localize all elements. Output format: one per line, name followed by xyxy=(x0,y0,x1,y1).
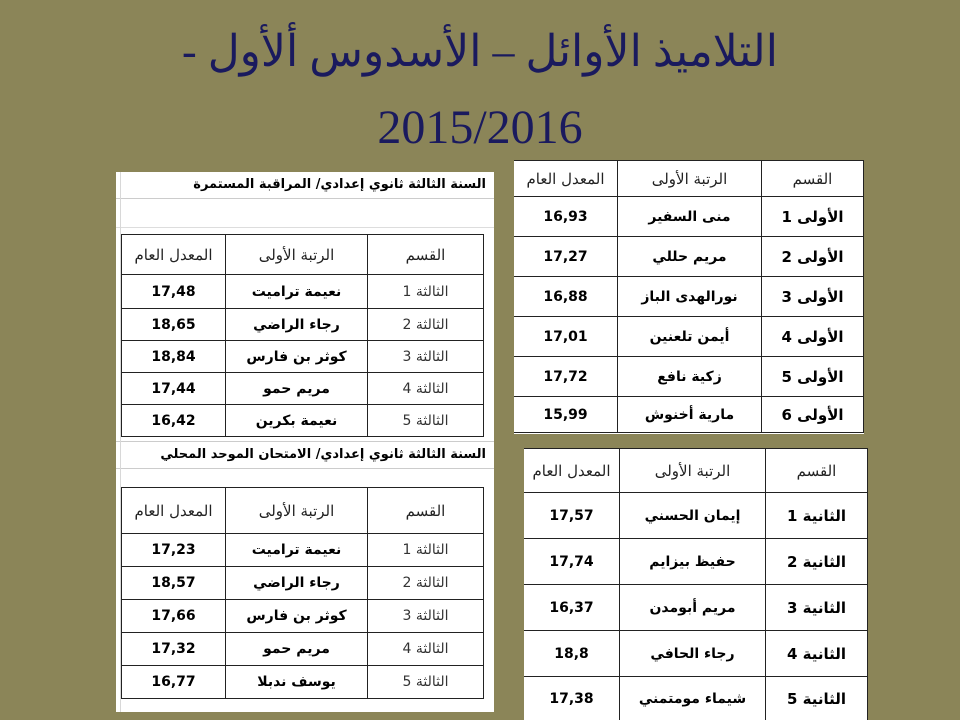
student-name-cell: مريم حمو xyxy=(226,373,368,405)
average-cell: 17,27 xyxy=(514,237,618,277)
section-cell: الثالثة 2 xyxy=(368,309,484,341)
average-cell: 16,77 xyxy=(122,666,226,699)
header-overall-avg: المعدل العام xyxy=(122,488,226,534)
average-cell: 18,57 xyxy=(122,567,226,600)
average-cell: 18,65 xyxy=(122,309,226,341)
average-cell: 17,38 xyxy=(524,677,620,720)
table-row xyxy=(524,539,868,585)
section-cell: الثالثة 1 xyxy=(368,275,484,309)
student-name-cell: نعيمة تراميت xyxy=(226,275,368,309)
student-name-cell: كوثر بن فارس xyxy=(226,600,368,633)
section-cell: الأولى 5 xyxy=(762,357,864,397)
table-header-row xyxy=(514,161,864,197)
table-header-row xyxy=(524,449,868,493)
student-name-cell: كوثر بن فارس xyxy=(226,341,368,373)
average-cell: 16,88 xyxy=(514,277,618,317)
section-cell: الأولى 3 xyxy=(762,277,864,317)
section-cell: الثانية 3 xyxy=(766,585,868,631)
table-row xyxy=(122,600,484,633)
header-overall-avg: المعدل العام xyxy=(524,449,620,493)
first-grade-table xyxy=(514,160,864,433)
table-row xyxy=(122,341,484,373)
table-row xyxy=(122,567,484,600)
average-cell: 17,01 xyxy=(514,317,618,357)
slide-year: 2015/2016 xyxy=(377,101,583,154)
header-section: القسم xyxy=(368,235,484,275)
table-row xyxy=(514,397,864,433)
student-name-cell: مريم حللي xyxy=(618,237,762,277)
section-cell: الثالثة 3 xyxy=(368,600,484,633)
header-top-rank: الرتبة الأولى xyxy=(226,488,368,534)
header-top-rank: الرتبة الأولى xyxy=(618,161,762,197)
section-cell: الثالثة 4 xyxy=(368,373,484,405)
average-cell: 18,84 xyxy=(122,341,226,373)
table-row xyxy=(514,277,864,317)
sheet-gridline xyxy=(120,172,121,712)
table-row xyxy=(524,585,868,631)
section-cell: الثالثة 2 xyxy=(368,567,484,600)
section-cell: الثالثة 4 xyxy=(368,633,484,666)
student-name-cell: شيماء مومتمني xyxy=(620,677,766,720)
student-name-cell: منى السفير xyxy=(618,197,762,237)
second-grade-table xyxy=(524,448,868,720)
third-grade-continuous-table xyxy=(121,234,484,437)
table-row xyxy=(122,633,484,666)
table-row xyxy=(514,237,864,277)
table-row xyxy=(122,275,484,309)
third-grade-local-exam-table xyxy=(121,487,484,699)
average-cell: 18,8 xyxy=(524,631,620,677)
sheet-blank-row xyxy=(116,199,494,228)
average-cell: 17,57 xyxy=(524,493,620,539)
average-cell: 16,42 xyxy=(122,405,226,437)
third-grade-local-exam-caption: السنة الثالثة ثانوي إعدادي/ الامتحان الموحد المحلي xyxy=(116,441,494,469)
student-name-cell: رجاء الحافي xyxy=(620,631,766,677)
student-name-cell: أيمن تلعنين xyxy=(618,317,762,357)
student-name-cell: إيمان الحسني xyxy=(620,493,766,539)
average-cell: 17,32 xyxy=(122,633,226,666)
student-name-cell: نعيمة تراميت xyxy=(226,534,368,567)
third-grade-continuous-caption: السنة الثالثة ثانوي إعدادي/ المراقبة المستمرة xyxy=(116,172,494,199)
header-section: القسم xyxy=(766,449,868,493)
section-cell: الأولى 2 xyxy=(762,237,864,277)
student-name-cell: مارية أخنوش xyxy=(618,397,762,433)
table-header-row xyxy=(122,488,484,534)
header-section: القسم xyxy=(368,488,484,534)
student-name-cell: مريم حمو xyxy=(226,633,368,666)
table-row xyxy=(122,405,484,437)
student-name-cell: رجاء الراضي xyxy=(226,567,368,600)
average-cell: 17,66 xyxy=(122,600,226,633)
header-top-rank: الرتبة الأولى xyxy=(226,235,368,275)
first-grade-sheet xyxy=(514,160,864,434)
table-row xyxy=(524,631,868,677)
section-cell: الأولى 4 xyxy=(762,317,864,357)
third-grade-sheet xyxy=(116,172,494,712)
student-name-cell: يوسف ندبلا xyxy=(226,666,368,699)
section-cell: الثالثة 1 xyxy=(368,534,484,567)
slide-title: التلاميذ الأوائل – الأسدوس ألأول - xyxy=(182,27,778,76)
table-row xyxy=(122,534,484,567)
section-cell: الثانية 1 xyxy=(766,493,868,539)
section-cell: الثالثة 5 xyxy=(368,405,484,437)
student-name-cell: رجاء الراضي xyxy=(226,309,368,341)
average-cell: 17,74 xyxy=(524,539,620,585)
student-name-cell: حفيظ بيزايم xyxy=(620,539,766,585)
section-cell: الثانية 2 xyxy=(766,539,868,585)
table-row xyxy=(122,373,484,405)
average-cell: 16,37 xyxy=(524,585,620,631)
student-name-cell: نورالهدى الباز xyxy=(618,277,762,317)
table-row xyxy=(524,677,868,720)
average-cell: 15,99 xyxy=(514,397,618,433)
section-cell: الثالثة 5 xyxy=(368,666,484,699)
second-grade-sheet xyxy=(524,448,868,720)
section-cell: الأولى 6 xyxy=(762,397,864,433)
section-cell: الثانية 4 xyxy=(766,631,868,677)
section-cell: الأولى 1 xyxy=(762,197,864,237)
header-top-rank: الرتبة الأولى xyxy=(620,449,766,493)
average-cell: 17,72 xyxy=(514,357,618,397)
header-overall-avg: المعدل العام xyxy=(514,161,618,197)
header-section: القسم xyxy=(762,161,864,197)
average-cell: 17,48 xyxy=(122,275,226,309)
average-cell: 17,44 xyxy=(122,373,226,405)
table-row xyxy=(524,493,868,539)
header-overall-avg: المعدل العام xyxy=(122,235,226,275)
table-row xyxy=(122,309,484,341)
table-row xyxy=(514,197,864,237)
section-cell: الثانية 5 xyxy=(766,677,868,720)
table-row xyxy=(514,357,864,397)
average-cell: 17,23 xyxy=(122,534,226,567)
student-name-cell: مريم أبومدن xyxy=(620,585,766,631)
table-row xyxy=(514,317,864,357)
table-header-row xyxy=(122,235,484,275)
student-name-cell: زكية نافع xyxy=(618,357,762,397)
section-cell: الثالثة 3 xyxy=(368,341,484,373)
table-row xyxy=(122,666,484,699)
average-cell: 16,93 xyxy=(514,197,618,237)
student-name-cell: نعيمة بكرين xyxy=(226,405,368,437)
